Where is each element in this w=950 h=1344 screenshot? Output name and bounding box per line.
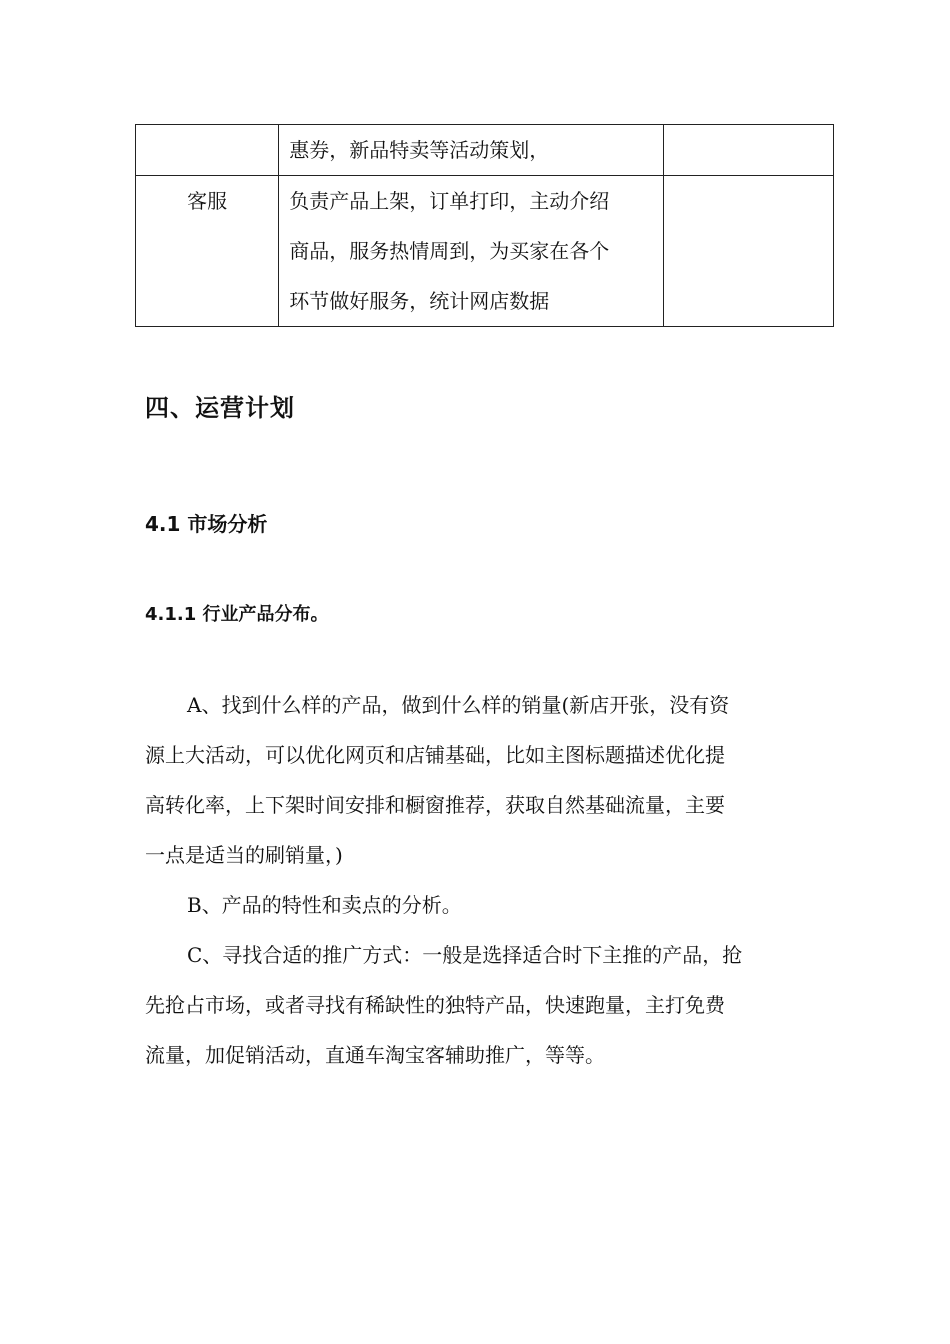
description-cell (279, 125, 664, 176)
paragraph-line: 流量，加促销活动，直通车淘宝客辅助推广，等等。 (145, 1043, 605, 1067)
extra-cell (663, 125, 833, 176)
paragraph-line: A、找到什么样的产品，做到什么样的销量(新店开张，没有资 (187, 693, 730, 717)
description-cell (279, 176, 664, 327)
description-line: 负责产品上架，订单打印，主动介绍 (289, 189, 610, 213)
paragraph-line: B、产品的特性和卖点的分析。 (187, 893, 462, 917)
staff-role-table (135, 124, 834, 327)
paragraph-line: 一点是适当的刷销量，) (145, 843, 343, 867)
section-heading: 四、运营计划 (145, 394, 295, 422)
role-cell: 客服 (136, 176, 279, 327)
paragraph-line: 源上大活动，可以优化网页和店铺基础，比如主图标题描述优化提 (145, 743, 725, 767)
paragraph-line: C、寻找合适的推广方式：一般是选择适合时下主推的产品，抢 (187, 943, 743, 967)
paragraph-b (145, 880, 815, 930)
subsection-heading: 4.1 市场分析 (145, 512, 268, 536)
description-line: 惠券，新品特卖等活动策划， (289, 138, 550, 162)
table-row (136, 125, 834, 176)
role-cell (136, 125, 279, 176)
paragraph-line: 先抢占市场，或者寻找有稀缺性的独特产品，快速跑量，主打免费 (145, 993, 725, 1017)
body-text (145, 680, 815, 1080)
description-line: 商品，服务热情周到，为买家在各个 (289, 239, 610, 263)
paragraph-a (145, 680, 815, 880)
subsubsection-heading: 4.1.1 行业产品分布。 (145, 604, 329, 625)
description-line: 环节做好服务，统计网店数据 (289, 289, 550, 313)
extra-cell (663, 176, 833, 327)
paragraph-c (145, 930, 815, 1080)
paragraph-line: 高转化率，上下架时间安排和橱窗推荐，获取自然基础流量，主要 (145, 793, 725, 817)
table-row (136, 176, 834, 327)
